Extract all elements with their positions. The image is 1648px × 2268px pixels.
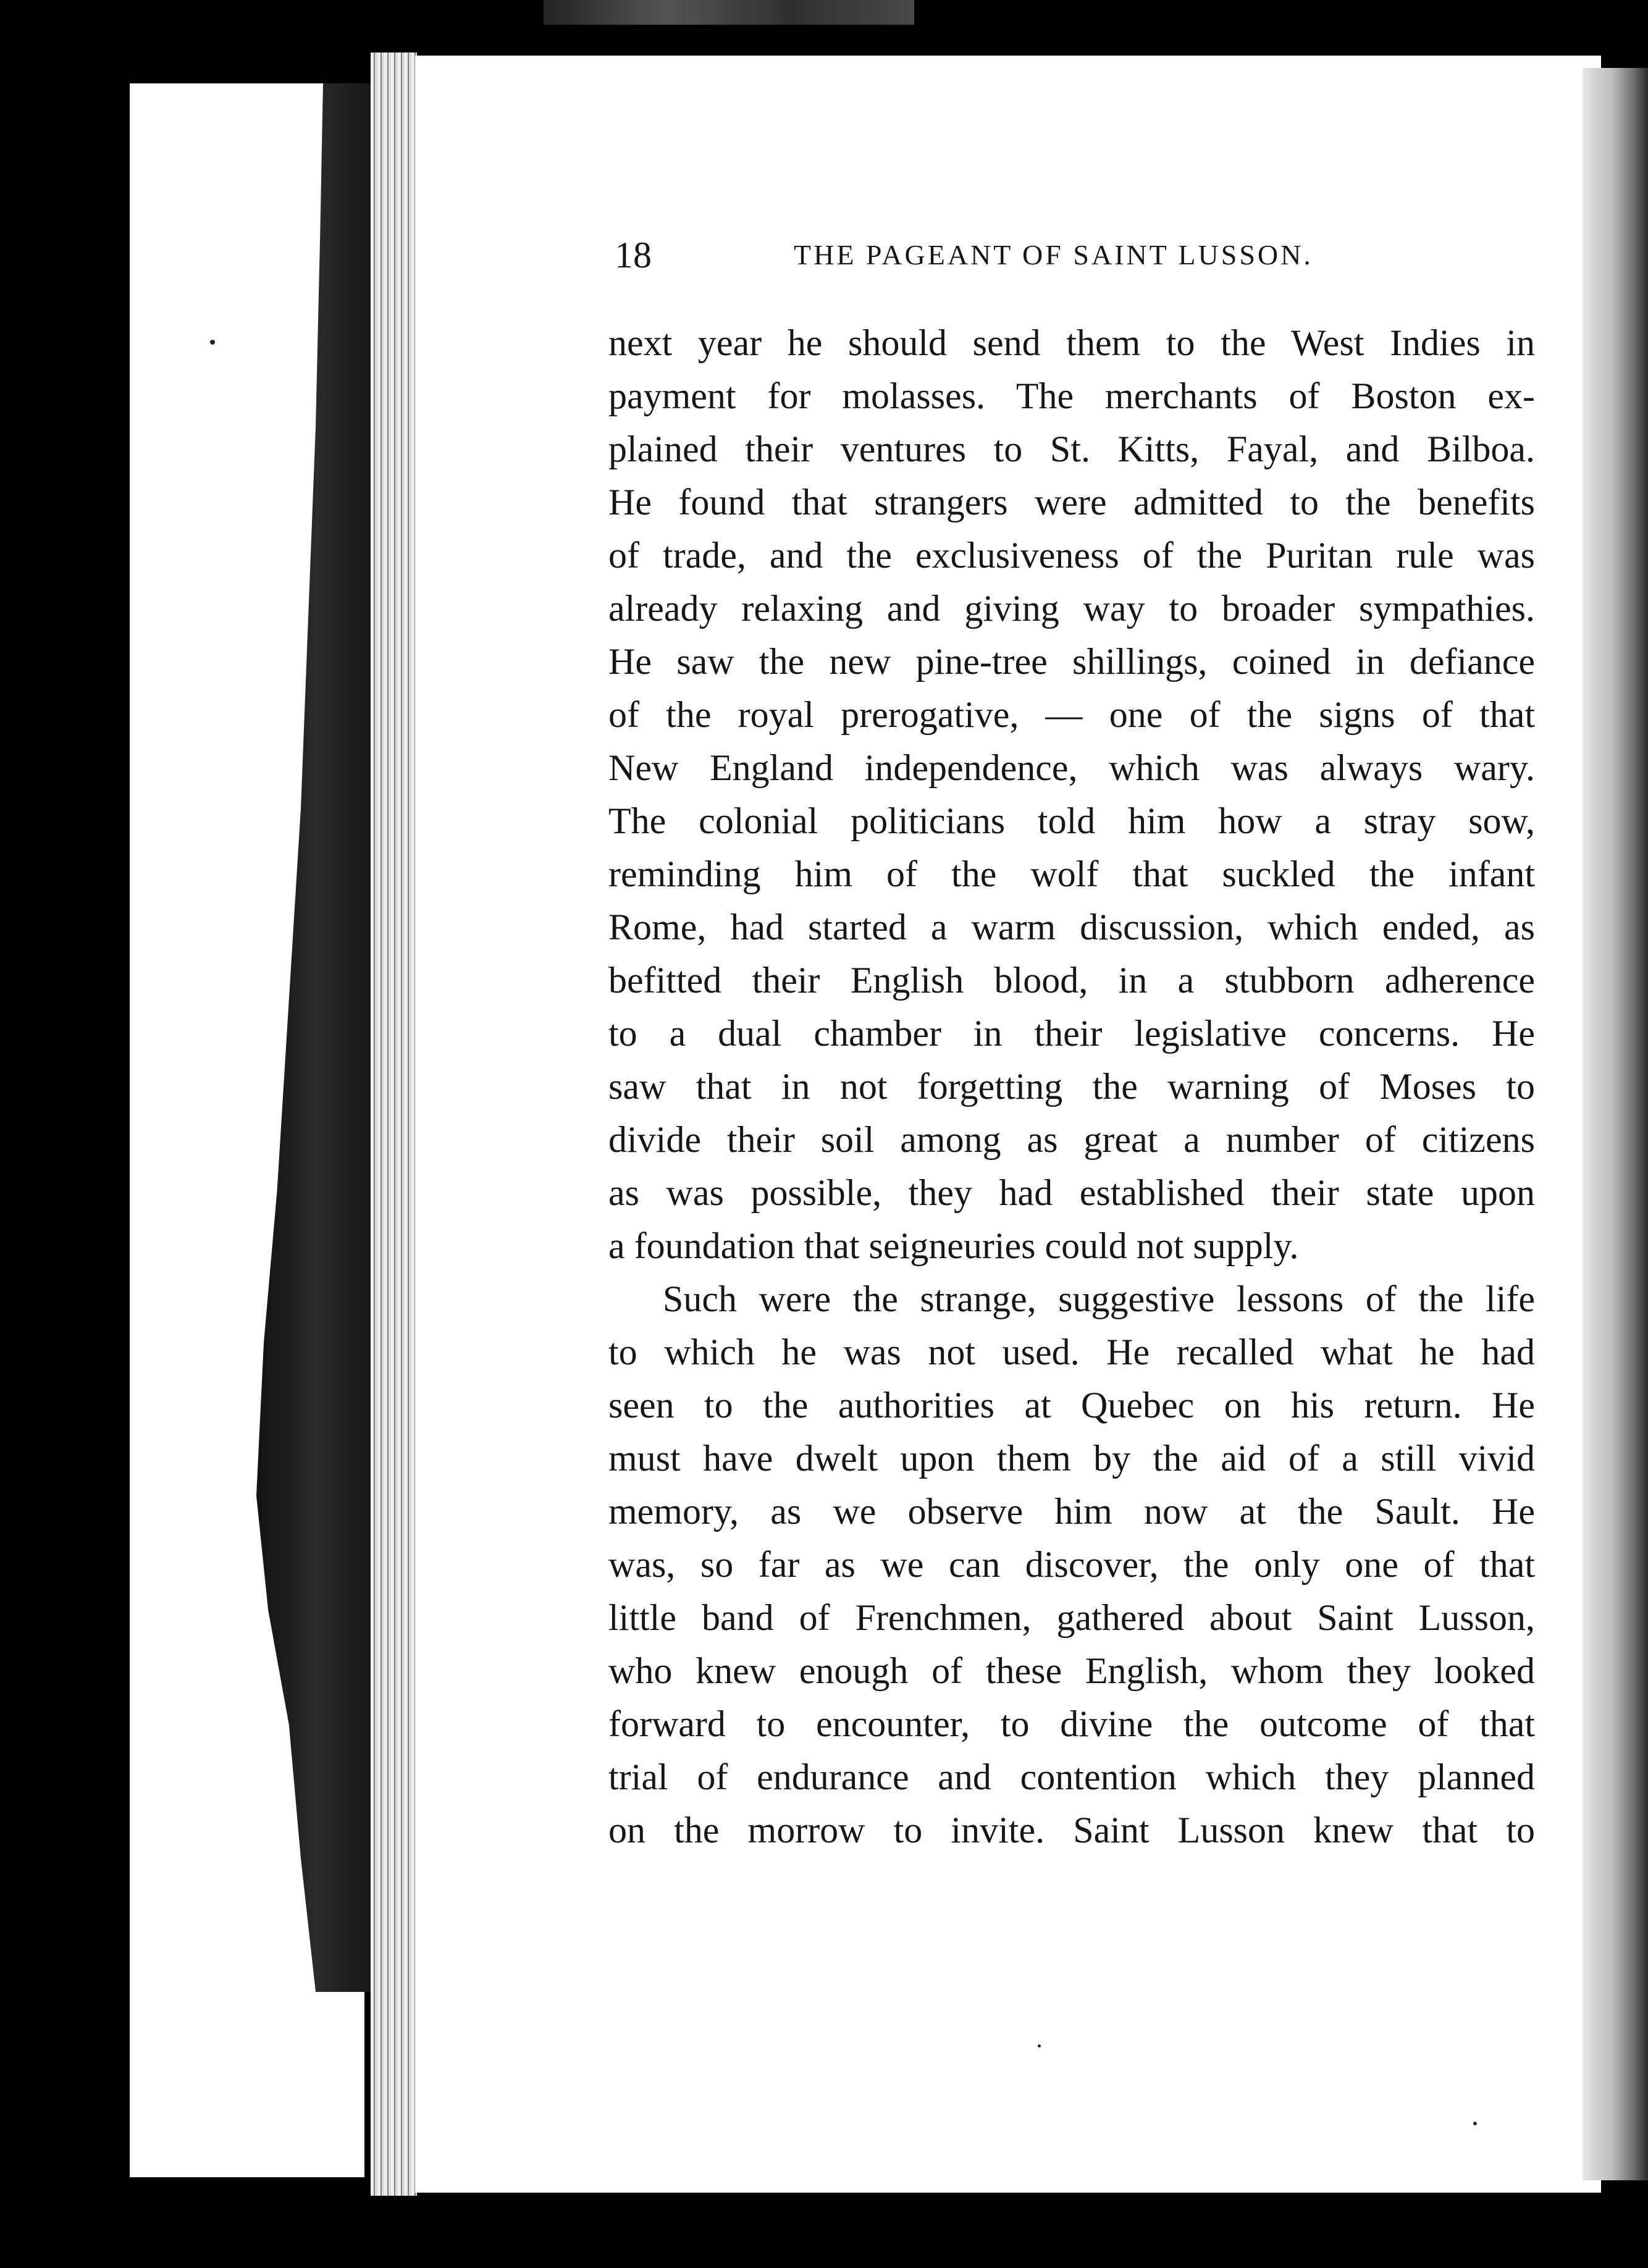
text-line: The colonial politicians told him how a stray sow, (608, 800, 1535, 841)
page-number: 18 (615, 235, 652, 275)
text-line: memory, as we observe him now at the Sault. He (608, 1491, 1535, 1532)
dust-speck (1473, 2122, 1477, 2125)
text-line: to which he was not used. He recalled what he had (608, 1332, 1535, 1372)
text-line: was, so far as we can discover, the only one of that (608, 1544, 1535, 1585)
dust-speck (1038, 2044, 1041, 2048)
text-line: plained their ventures to St. Kitts, Fayal, and Bilboa. (608, 429, 1535, 469)
running-header (615, 227, 1529, 283)
text-line: little band of Frenchmen, gathered about Saint Lusson, (608, 1597, 1535, 1638)
text-line: divide their soil among as great a number of citizens (608, 1119, 1535, 1160)
dust-speck (210, 340, 215, 345)
text-line: of trade, and the exclusiveness of the Puritan rule was (608, 535, 1535, 576)
page-right-shadow (1583, 68, 1648, 2180)
text-line: next year he should send them to the West Indies in (608, 322, 1535, 363)
text-line: saw that in not forgetting the warning of Moses to (608, 1066, 1535, 1107)
paragraph-2 (608, 1272, 1535, 1857)
text-line: already relaxing and giving way to broader sympathies. (608, 588, 1535, 629)
scan-artifact-strip (544, 0, 914, 25)
text-line: a foundation that seigneuries could not supply. (608, 1225, 1299, 1266)
text-line: Rome, had started a warm discussion, which ended, as (608, 907, 1535, 947)
text-line: reminding him of the wolf that suckled the infant (608, 854, 1535, 894)
text-line: He found that strangers were admitted to the benefits (608, 482, 1535, 523)
text-line: as was possible, they had established their state upon (608, 1172, 1535, 1213)
body-text (608, 316, 1535, 1857)
text-line: to a dual chamber in their legislative concerns. He (608, 1013, 1535, 1054)
text-line: seen to the authorities at Quebec on his return. He (608, 1385, 1535, 1426)
text-line: New England independence, which was always wary. (608, 747, 1535, 788)
paragraph-1 (608, 316, 1535, 1272)
text-line: befitted their English blood, in a stubborn adherence (608, 960, 1535, 1001)
text-line: who knew enough of these English, whom they looked (608, 1650, 1535, 1691)
text-line: trial of endurance and contention which they planned (608, 1757, 1535, 1797)
running-title: THE PAGEANT OF SAINT LUSSON. (794, 239, 1313, 271)
text-line: Such were the strange, suggestive lessons of the life (663, 1279, 1535, 1319)
text-line: payment for molasses. The merchants of Boston ex- (608, 376, 1535, 416)
text-line: forward to encounter, to divine the outcome of that (608, 1703, 1535, 1744)
text-line: must have dwelt upon them by the aid of a still vivid (608, 1438, 1535, 1479)
page-gutter-edges (371, 52, 417, 2196)
text-line: He saw the new pine-tree shillings, coined in defiance (608, 641, 1535, 682)
text-line: of the royal prerogative, — one of the signs of that (608, 694, 1535, 735)
text-line: on the morrow to invite. Saint Lusson knew that to (608, 1810, 1535, 1850)
